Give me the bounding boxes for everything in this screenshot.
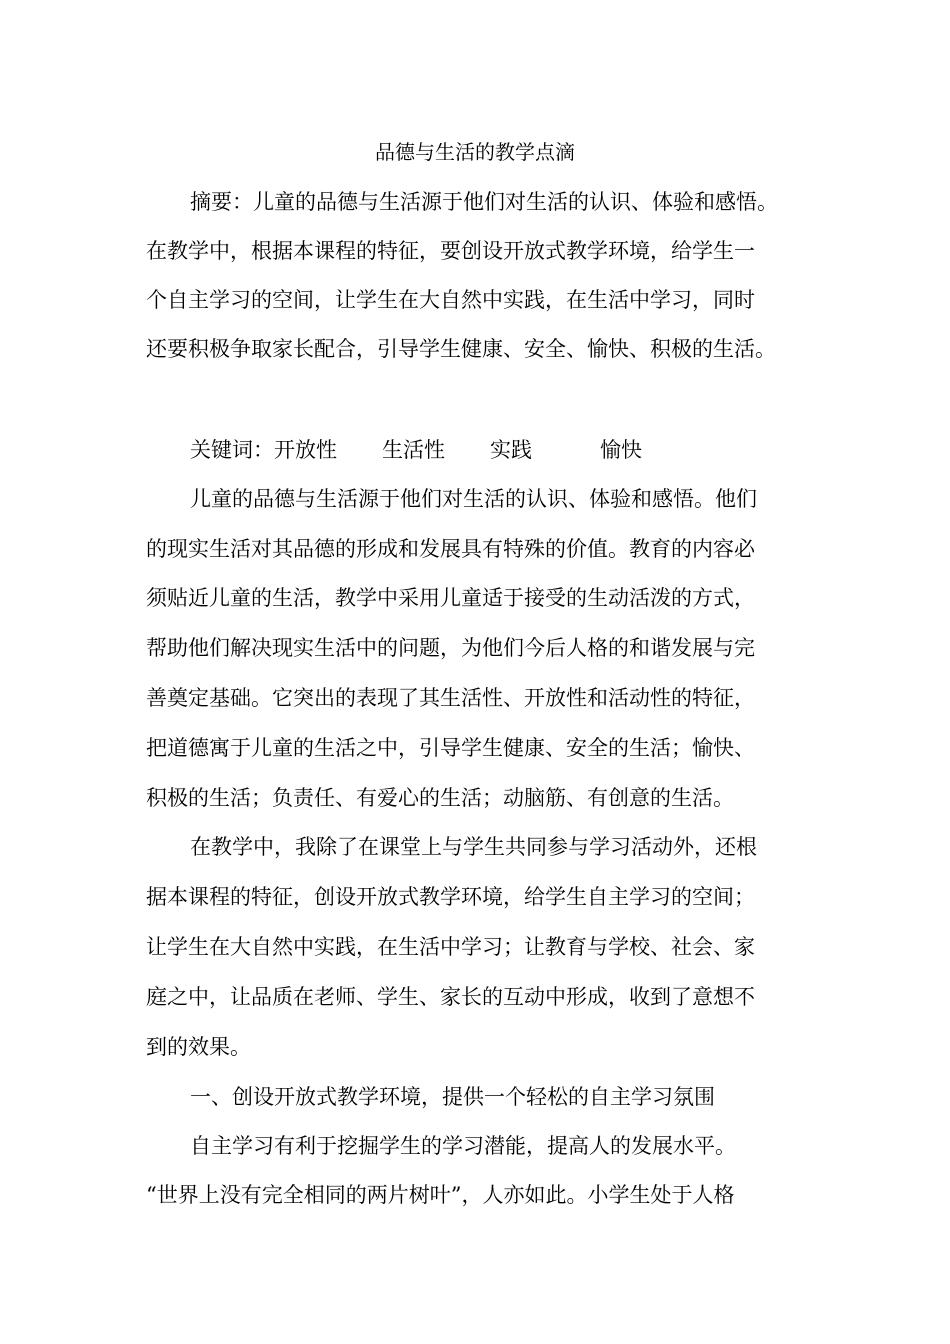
paragraph-line: 把道德寓于儿童的生活之中，引导学生健康、安全的生活；愉快、	[146, 736, 755, 760]
paragraph-line: 自主学习有利于挖掘学生的学习潜能，提高人的发展水平。	[190, 1134, 736, 1158]
document-title: 品德与生活的教学点滴	[375, 140, 575, 164]
abstract-line: 还要积极争取家长配合，引导学生健康、安全、愉快、积极的生活。	[146, 337, 776, 361]
paragraph-line: 帮助他们解决现实生活中的问题，为他们今后人格的和谐发展与完	[146, 636, 755, 660]
paragraph-line: 到的效果。	[146, 1035, 251, 1059]
paragraph-line: 须贴近儿童的生活，教学中采用儿童适于接受的生动活泼的方式，	[146, 586, 755, 610]
paragraph-line: 让学生在大自然中实践，在生活中学习；让教育与学校、社会、家	[146, 935, 755, 959]
paragraph-line: 善奠定基础。它突出的表现了其生活性、开放性和活动性的特征，	[146, 686, 755, 710]
keyword: 开放性	[274, 438, 337, 462]
paragraph-line: “世界上没有完全相同的两片树叶”，人亦如此。小学生处于人格	[146, 1183, 735, 1207]
keywords-line	[190, 436, 870, 464]
paragraph-line: 的现实生活对其品德的形成和发展具有特殊的价值。教育的内容必	[146, 537, 755, 561]
section-heading: 一、创设开放式教学环境，提供一个轻松的自主学习氛围	[190, 1085, 715, 1109]
paragraph-line: 积极的生活；负责任、有爱心的生活；动脑筋、有创意的生活。	[146, 786, 734, 810]
keyword: 愉快	[600, 438, 642, 462]
keyword: 实践	[490, 438, 532, 462]
keyword: 生活性	[382, 438, 445, 462]
keywords-label: 关键词：	[190, 438, 274, 462]
abstract-line: 个自主学习的空间，让学生在大自然中实践，在生活中学习，同时	[146, 288, 755, 312]
paragraph-line: 在教学中，我除了在课堂上与学生共同参与学习活动外，还根	[190, 835, 757, 859]
paragraph-line: 据本课程的特征，创设开放式教学环境，给学生自主学习的空间；	[146, 885, 755, 909]
paragraph-line: 庭之中，让品质在老师、学生、家长的互动中形成，收到了意想不	[146, 985, 755, 1009]
abstract-line: 摘要：儿童的品德与生活源于他们对生活的认识、体验和感悟。	[190, 190, 778, 214]
abstract-line: 在教学中，根据本课程的特征，要创设开放式教学环境，给学生一	[146, 239, 755, 263]
paragraph-line: 儿童的品德与生活源于他们对生活的认识、体验和感悟。他们	[190, 487, 757, 511]
